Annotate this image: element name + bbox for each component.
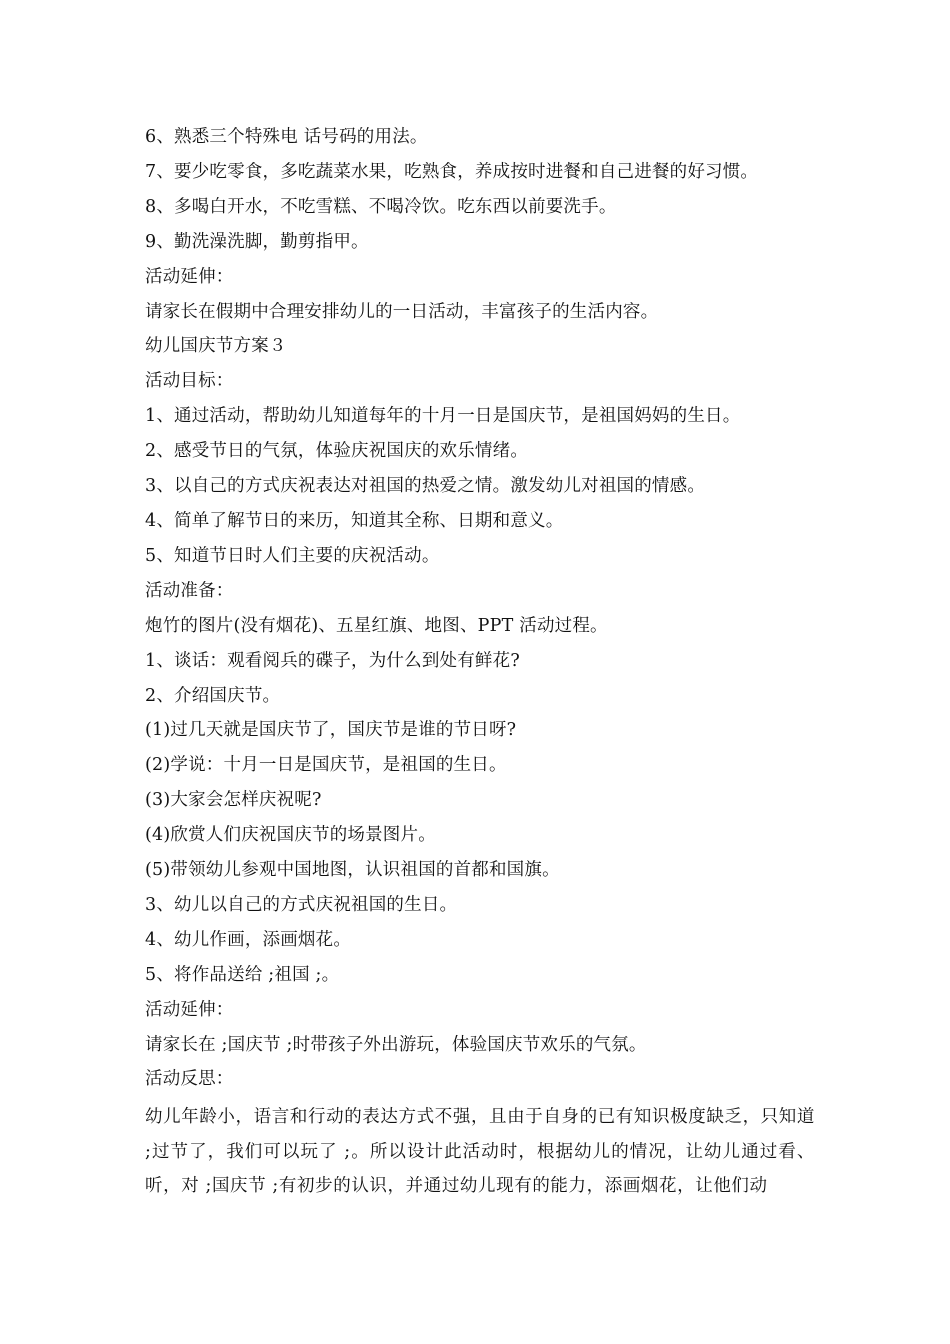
process-item-3: 3、幼儿以自己的方式庆祝祖国的生日。 (145, 894, 458, 915)
plan-title: 幼儿国庆节方案３ (145, 336, 287, 357)
section-heading-extension-2: 活动延伸： (145, 999, 234, 1020)
process-subitem-2: (2)学说：十月一日是国庆节，是祖国的生日。 (145, 755, 507, 776)
process-subitem-5: (5)带领幼儿参观中国地图，认识祖国的首都和国旗。 (145, 860, 560, 881)
list-item-9: 9、勤洗澡洗脚，勤剪指甲。 (145, 231, 369, 252)
list-item-7: 7、要少吃零食，多吃蔬菜水果，吃熟食，养成按时进餐和自己进餐的好习惯。 (145, 161, 759, 182)
list-item-8: 8、多喝白开水，不吃雪糕、不喝冷饮。吃东西以前要洗手。 (145, 196, 617, 217)
extension-text-2: 请家长在 ;国庆节 ;时带孩子外出游玩，体验国庆节欢乐的气氛。 (145, 1034, 647, 1055)
process-subitem-1: (1)过几天就是国庆节了，国庆节是谁的节日呀? (145, 720, 517, 741)
process-item-4: 4、幼儿作画，添画烟花。 (145, 929, 352, 950)
goal-item-2: 2、感受节日的气氛，体验庆祝国庆的欢乐情绪。 (145, 441, 529, 462)
extension-text: 请家长在假期中合理安排幼儿的一日活动，丰富孩子的生活内容。 (145, 301, 659, 322)
goal-item-3: 3、以自己的方式庆祝表达对祖国的热爱之情。激发幼儿对祖国的情感。 (145, 476, 706, 497)
goal-item-4: 4、简单了解节日的来历，知道其全称、日期和意义。 (145, 510, 564, 531)
goal-item-5: 5、知道节日时人们主要的庆祝活动。 (145, 545, 440, 566)
process-subitem-4: (4)欣赏人们庆祝国庆节的场景图片。 (145, 825, 436, 846)
reflection-paragraph: 幼儿年龄小，语言和行动的表达方式不强，且由于自身的已有知识极度缺乏，只知道 ;过节了，我们可以玩了 ;。所以设计此活动时，根据幼儿的情况，让幼儿通过看、听，对 ;国庆节 ;有初步的认识，并通过幼儿现有的能力，添画烟花，让他们动 (145, 1107, 815, 1197)
process-item-2: 2、介绍国庆节。 (145, 685, 281, 706)
section-heading-reflection: 活动反思： (145, 1069, 234, 1090)
section-heading-extension: 活动延伸： (145, 266, 234, 287)
process-item-5: 5、将作品送给 ;祖国 ;。 (145, 964, 340, 985)
process-item-1: 1、谈话：观看阅兵的碟子，为什么到处有鲜花? (145, 650, 520, 671)
section-heading-preparation: 活动准备： (145, 580, 234, 601)
list-item-6: 6、熟悉三个特殊电 话号码的用法。 (145, 127, 428, 147)
process-subitem-3: (3)大家会怎样庆祝呢? (145, 790, 322, 811)
document-body (145, 120, 815, 1204)
section-heading-goals: 活动目标： (145, 371, 234, 392)
goal-item-1: 1、通过活动，帮助幼儿知道每年的十月一日是国庆节，是祖国妈妈的生日。 (145, 406, 741, 427)
preparation-text: 炮竹的图片(没有烟花)、五星红旗、地图、PPT 活动过程。 (145, 615, 608, 636)
